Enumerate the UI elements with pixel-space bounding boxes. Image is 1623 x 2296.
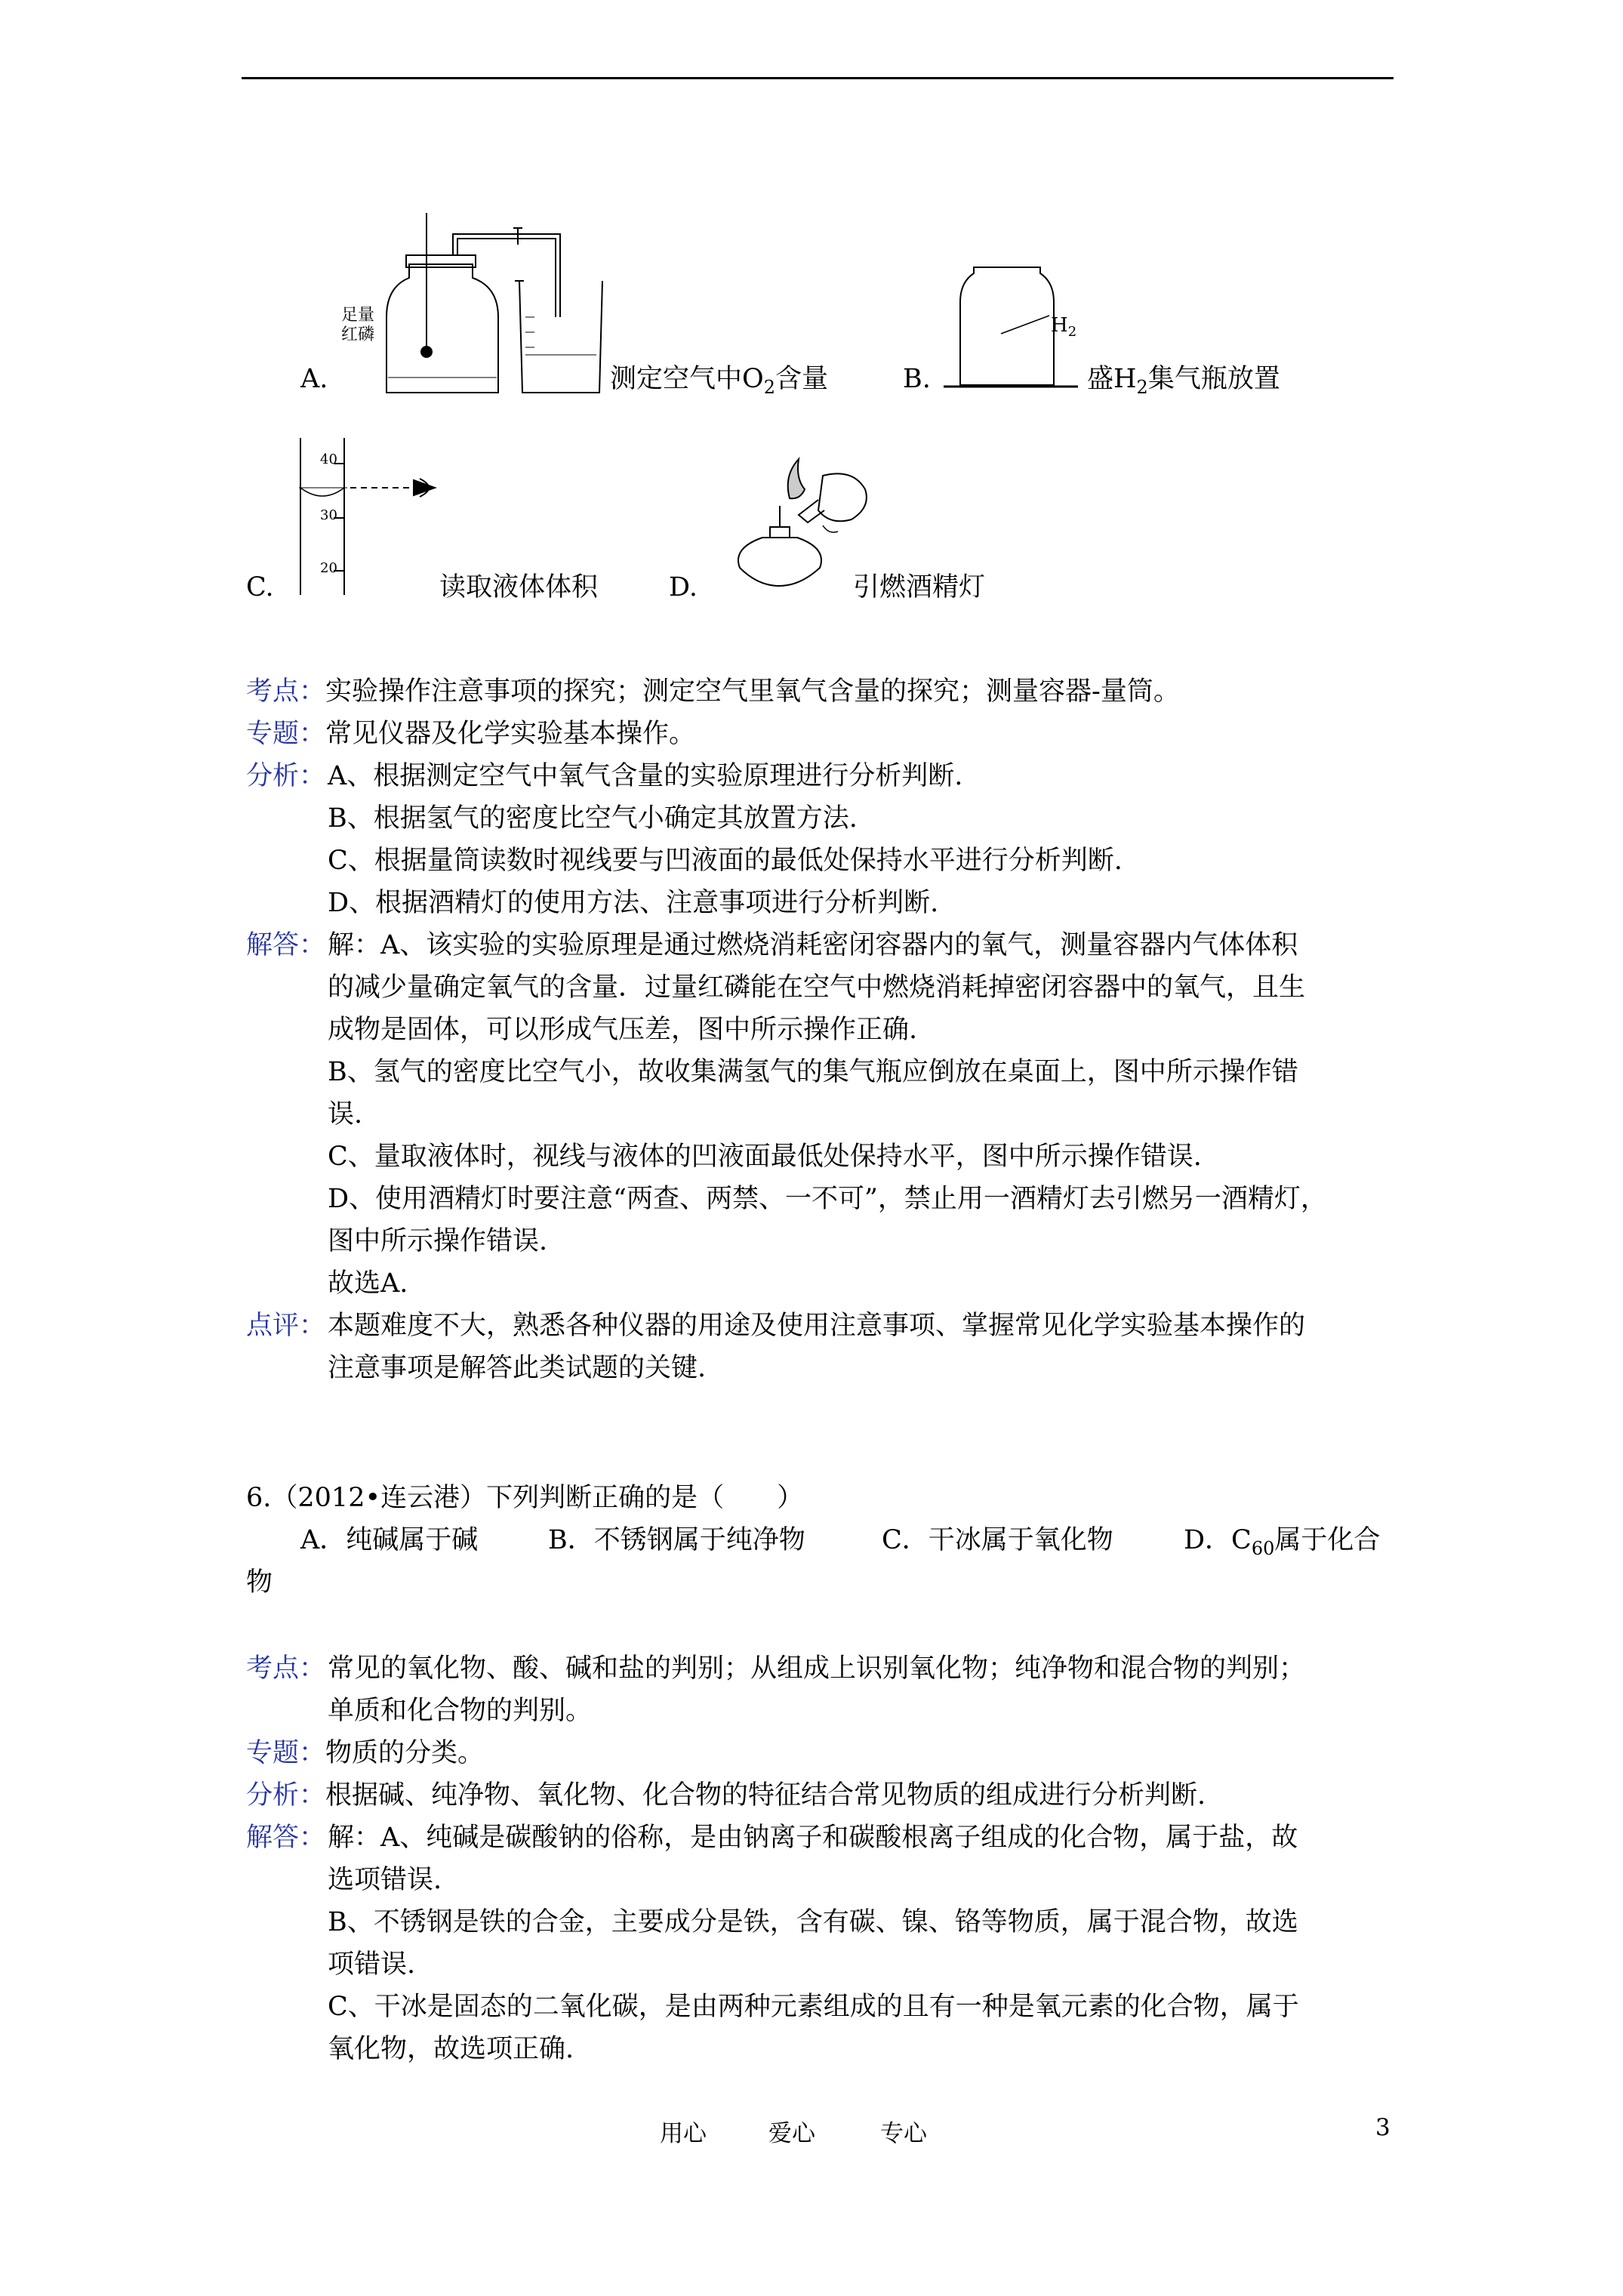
q5-jieda-line: 解：A、该实验的实验原理是通过燃烧消耗密闭容器内的氧气，测量容器内气体体积 xyxy=(328,930,1298,960)
q5-kaodian-label: 考点： xyxy=(246,676,326,707)
q5-zhuanti-text: 常见仪器及化学实验基本操作。 xyxy=(325,719,696,749)
figure-b-label-pre: H xyxy=(1051,314,1068,337)
figure-graduated-cylinder xyxy=(287,435,453,601)
option-c-letter: C. xyxy=(246,572,274,603)
figure-alcohol-lamps xyxy=(710,453,876,601)
q6-option-c: C．干冰属于氧化物 xyxy=(882,1525,1113,1555)
q5-jieda-line: B、氢气的密度比空气小，故收集满氢气的集气瓶应倒放在桌面上，图中所示操作错 xyxy=(328,1057,1298,1087)
q5-dianping-line: 注意事项是解答此类试题的关键. xyxy=(328,1353,707,1383)
cylinder-tick-30: 30 xyxy=(320,507,337,523)
q5-zhuanti-row xyxy=(246,719,695,749)
option-a-text-post: 含量 xyxy=(775,364,828,394)
q6-option-d-sub: 60 xyxy=(1251,1538,1275,1559)
q6-option-b: B．不锈钢属于纯净物 xyxy=(548,1525,805,1555)
q6-option-d-wrap: 物 xyxy=(246,1567,273,1598)
q5-dianping-label: 点评： xyxy=(246,1311,326,1341)
q5-jieda-line: 图中所示操作错误. xyxy=(328,1226,548,1256)
q5-kaodian-row xyxy=(246,676,1180,707)
q5-fenxi-line: C、根据量筒读数时视线要与凹液面的最低处保持水平进行分析判断. xyxy=(328,846,1123,876)
option-c-text: 读取液体体积 xyxy=(439,572,599,603)
page-number: 3 xyxy=(1375,2114,1390,2141)
q5-fenxi-line: D、根据酒精灯的使用方法、注意事项进行分析判断. xyxy=(328,888,939,918)
option-b-text-sub: 2 xyxy=(1136,377,1148,398)
figure-b-label-sub: 2 xyxy=(1067,324,1077,340)
header-rule xyxy=(242,77,1394,79)
q6-zhuanti-text: 物质的分类。 xyxy=(325,1738,485,1768)
q6-jieda-line: B、不锈钢是铁的合金，主要成分是铁，含有碳、镍、铬等物质，属于混合物，故选 xyxy=(328,1907,1298,1937)
option-b-text xyxy=(1087,364,1280,402)
q6-kaodian-line: 常见的氧化物、酸、碱和盐的判别；从组成上识别氧化物；纯净物和混合物的判别； xyxy=(328,1653,1306,1684)
cylinder-tick-20: 20 xyxy=(320,560,337,576)
figure-a-label: 足量红磷 xyxy=(341,306,375,344)
cylinder-tick-40: 40 xyxy=(320,451,337,467)
q5-dianping-line: 本题难度不大，熟悉各种仪器的用途及使用注意事项、掌握常见化学实验基本操作的 xyxy=(328,1311,1306,1341)
q6-kaodian-line: 单质和化合物的判别。 xyxy=(328,1696,593,1726)
q5-jieda-line: C、量取液体时，视线与液体的凹液面最低处保持水平，图中所示操作错误. xyxy=(328,1142,1202,1172)
option-b-text-post: 集气瓶放置 xyxy=(1147,364,1280,394)
q6-option-a: A．纯碱属于碱 xyxy=(300,1525,479,1555)
q6-fenxi-label: 分析： xyxy=(246,1780,326,1811)
q6-option-d-post: 属于化合 xyxy=(1274,1525,1381,1555)
q5-jieda-line: D、使用酒精灯时要注意“两查、两禁、一不可”，禁止用一酒精灯去引燃另一酒精灯， xyxy=(328,1184,1327,1214)
q6-option-d-pre: D．C xyxy=(1184,1525,1252,1555)
q5-jieda-line: 的减少量确定氧气的含量．过量红磷能在空气中燃烧消耗掉密闭容器中的氧气，且生 xyxy=(328,972,1306,1003)
footer-motto-2: 爱心 xyxy=(768,2120,815,2147)
option-a-text xyxy=(610,364,828,402)
q6-fenxi-row xyxy=(246,1780,1206,1811)
q6-kaodian-label: 考点： xyxy=(246,1653,326,1684)
option-b-text-pre: 盛H xyxy=(1087,364,1137,394)
q5-jieda-label: 解答： xyxy=(246,930,326,960)
q5-kaodian-text: 实验操作注意事项的探究；测定空气里氧气含量的探究；测量容器-量筒。 xyxy=(325,676,1180,707)
option-b-letter: B. xyxy=(903,364,931,394)
q5-fenxi-line: A、根据测定空气中氧气含量的实验原理进行分析判断. xyxy=(328,761,963,791)
option-d-letter: D. xyxy=(669,572,698,603)
footer-motto-3: 专心 xyxy=(880,2120,927,2147)
figure-b-label xyxy=(1051,314,1076,344)
option-a-text-pre: 测定空气中O xyxy=(610,364,764,394)
q6-fenxi-text: 根据碱、纯净物、氧化物、化合物的特征结合常见物质的组成进行分析判断. xyxy=(325,1780,1206,1811)
q5-zhuanti-label: 专题： xyxy=(246,719,326,749)
q6-zhuanti-row xyxy=(246,1738,484,1768)
option-a-letter: A. xyxy=(300,364,328,394)
q5-jieda-line: 成物是固体，可以形成气压差，图中所示操作正确. xyxy=(328,1015,918,1045)
q6-option-d xyxy=(1184,1525,1380,1564)
q6-jieda-line: C、干冰是固态的二氧化碳，是由两种元素组成的且有一种是氧元素的化合物，属于 xyxy=(328,1992,1299,2022)
option-a-text-sub: 2 xyxy=(763,377,775,398)
footer-motto-1: 用心 xyxy=(660,2120,707,2147)
figure-air-oxygen-apparatus xyxy=(340,211,611,400)
option-d-text: 引燃酒精灯 xyxy=(853,572,986,603)
q6-jieda-line: 解：A、纯碱是碳酸钠的俗称，是由钠离子和碳酸根离子组成的化合物，属于盐，故 xyxy=(328,1823,1298,1853)
q5-fenxi-label: 分析： xyxy=(246,761,326,791)
q5-jieda-line: 误. xyxy=(328,1099,363,1130)
q6-jieda-line: 项错误. xyxy=(328,1949,416,1980)
q6-stem: 6.（2012•连云港）下列判断正确的是（ ） xyxy=(246,1483,804,1513)
q6-jieda-line: 选项错误. xyxy=(328,1865,442,1895)
q6-zhuanti-label: 专题： xyxy=(246,1738,326,1768)
q6-jieda-label: 解答： xyxy=(246,1823,326,1853)
q5-fenxi-line: B、根据氢气的密度比空气小确定其放置方法. xyxy=(328,803,858,834)
q5-jieda-line: 故选A. xyxy=(328,1268,408,1299)
q6-jieda-line: 氧化物，故选项正确. xyxy=(328,2034,574,2064)
